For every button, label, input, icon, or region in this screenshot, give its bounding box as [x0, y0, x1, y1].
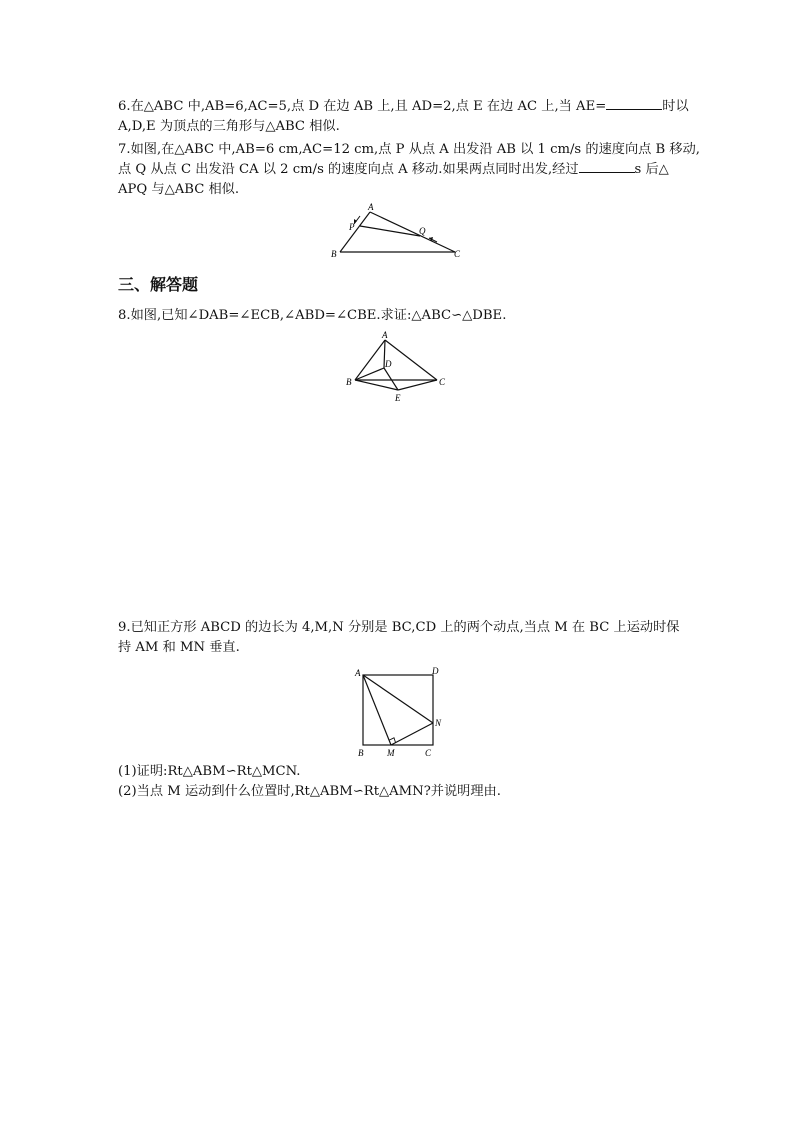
segment-ac: [370, 212, 455, 252]
label-a: A: [382, 330, 388, 340]
q9-line1: 9.已知正方形 ABCD 的边长为 4,M,N 分别是 BC,CD 上的两个动点,当点 M 在 BC 上运动时保: [118, 620, 680, 635]
label-a: A: [368, 202, 374, 212]
segment-ce: [398, 380, 437, 390]
square-abcd: [363, 675, 433, 745]
q7-line1: 7.如图,在△ABC 中,AB=6 cm,AC=12 cm,点 P 从点 A 出发沿 AB 以 1 cm/s 的速度向点 B 移动,: [118, 142, 700, 157]
label-c: C: [439, 377, 446, 387]
q7-text-b: s 后△: [634, 162, 669, 177]
right-angle-mark-icon: [390, 738, 396, 743]
label-e: E: [395, 393, 401, 403]
label-q: Q: [419, 226, 426, 236]
label-m: M: [387, 748, 395, 757]
segment-am: [363, 675, 391, 745]
segment-mn: [391, 723, 433, 745]
label-b: B: [331, 249, 337, 259]
segment-be: [355, 380, 398, 390]
figure-q9-square: [350, 663, 446, 757]
question-9: [118, 618, 679, 658]
figure-q8-triangles: [340, 330, 455, 405]
label-b: B: [346, 377, 352, 387]
q9-part2: (2)当点 M 运动到什么位置时,Rt△ABM∽Rt△AMN?并说明理由.: [118, 784, 501, 799]
q7-line3: APQ 与△ABC 相似.: [118, 182, 240, 197]
q9-part1: (1)证明:Rt△ABM∽Rt△MCN.: [118, 764, 301, 779]
question-9-parts: [118, 762, 501, 802]
label-a: A: [355, 668, 361, 678]
q8-text: 8.如图,已知∠DAB=∠ECB,∠ABD=∠CBE.求证:△ABC∽△DBE.: [118, 308, 507, 323]
answer-blank-q6[interactable]: [606, 109, 662, 110]
question-6: [118, 97, 689, 137]
q6-line2: A,D,E 为顶点的三角形与△ABC 相似.: [118, 119, 340, 134]
q6-text-a: 6.在△ABC 中,AB=6,AC=5,点 D 在边 AB 上,且 AD=2,点 E 在边 AC 上,当 AE=: [118, 99, 607, 114]
segment-an: [363, 675, 433, 723]
label-n: N: [435, 718, 442, 728]
segment-ac: [385, 340, 437, 380]
section-title: 三、解答题: [118, 275, 199, 294]
q9-line2: 持 AM 和 MN 垂直.: [118, 640, 240, 655]
figure-q7-triangle: [325, 200, 470, 262]
question-7: [118, 140, 700, 200]
label-b: B: [358, 748, 364, 757]
label-p: P: [349, 222, 355, 232]
q6-text-b: 时以: [662, 99, 689, 114]
label-c: C: [425, 748, 432, 757]
question-8: [118, 306, 506, 326]
label-c: C: [454, 249, 461, 259]
q7-text-a: 点 Q 从点 C 出发沿 CA 以 2 cm/s 的速度向点 A 移动.如果两点同时出发,经过: [118, 162, 579, 177]
answer-blank-q7[interactable]: [579, 172, 635, 173]
q7-line2: [118, 160, 700, 180]
label-d: D: [385, 359, 392, 369]
label-d: D: [432, 666, 439, 676]
q6-line1: [118, 97, 689, 117]
segment-ab: [340, 212, 370, 252]
